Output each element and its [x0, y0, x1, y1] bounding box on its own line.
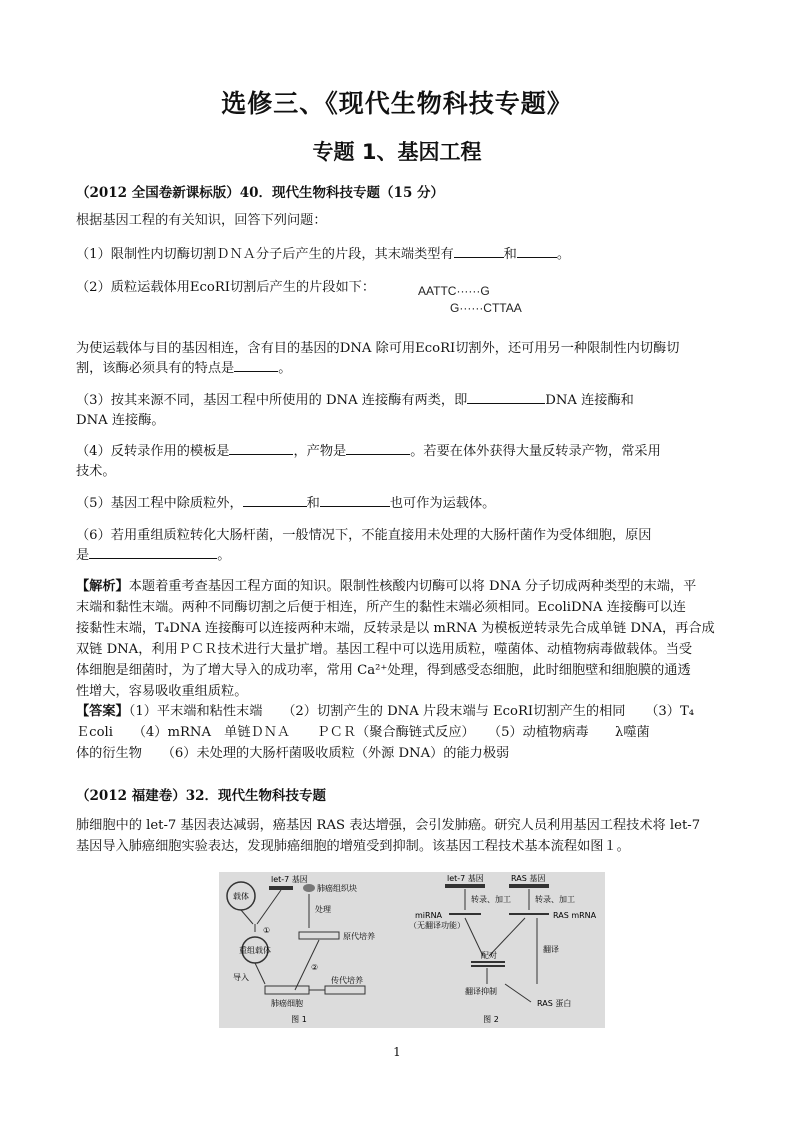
text: （4）反转录作用的模板是 [76, 444, 230, 459]
label-let7-gene-fig2: let-7 基因 [447, 874, 484, 883]
q2-line: 肺细胞中的 let-7 基因表达减弱，癌基因 RAS 表达增强，会引发肺癌。研究人员利用基因工程技术将 let-7 [76, 818, 701, 833]
q1-part2b-line2 [76, 358, 291, 379]
label-ras-protein: RAS 蛋白 [537, 999, 572, 1008]
let7-gene-bar [445, 884, 485, 888]
label-pairing: 配对 [481, 951, 497, 960]
text: 。 [278, 361, 292, 376]
answer-blank [517, 245, 557, 258]
text: 。 [556, 247, 571, 262]
label-carrier: 载体 [233, 892, 249, 901]
fragment-bottom-strand: G······CTTAA [450, 301, 522, 315]
answer-line: 体的衍生物 （6）未处理的大肠杆菌吸收质粒（外源 DNA）的能力极弱 [76, 746, 510, 761]
label-tissue-block: 肺癌组织块 [317, 884, 357, 893]
analysis-line: 性增大，容易吸收重组质粒。 [76, 684, 248, 699]
label-transcribe-2: 转录、加工 [535, 895, 575, 904]
answer-line: Ｅcoli （4）mRNA 单链ＤＮＡ ＰＣＲ（聚合酶链式反应） （5）动植物病毒 λ噬菌 [76, 725, 650, 740]
answer-blank [229, 442, 293, 455]
analysis-line [76, 576, 696, 597]
label-mirna: miRNA [415, 911, 443, 920]
text: 。 [217, 548, 231, 563]
q1-part4 [76, 441, 661, 462]
q1-intro: 根据基因工程的有关知识，回答下列问题： [76, 213, 327, 228]
q1-part5 [76, 493, 495, 514]
lung-cancer-cells-dish [265, 986, 309, 994]
answer-blank [243, 494, 307, 507]
figure-panel [219, 872, 605, 1028]
q1-part3-cont: DNA 连接酶。 [76, 413, 165, 428]
text: 也可作为运载体。 [389, 496, 496, 511]
text: ，产物是 [293, 444, 347, 459]
label-step1: ① [263, 926, 271, 935]
inhibition-line [505, 984, 531, 1002]
text: 是 [76, 548, 90, 563]
analysis-line: 接黏性末端，T₄DNA 连接酶可以连接两种末端，反转录是以 mRNA 为模板逆转录先合成单链 DNA，再合成 [76, 621, 715, 636]
q2-line: 基因导入肺癌细胞实验表达，发现肺癌细胞的增殖受到抑制。该基因工程技术基本流程如图１。 [76, 839, 630, 854]
label-primary-culture: 原代培养 [343, 932, 375, 941]
figure-diagram [219, 872, 605, 1028]
q1-part6-cont [76, 545, 230, 566]
let7-gene-segment [269, 886, 293, 890]
figure1-caption: 图 1 [291, 1015, 307, 1024]
arrow-line [255, 963, 265, 984]
passage-culture-dish [325, 986, 365, 994]
text: 和 [503, 247, 517, 262]
figure2-caption: 图 2 [483, 1015, 499, 1024]
label-process: 处理 [315, 905, 331, 914]
text: 割，该酶必须具有的特点是 [76, 361, 235, 376]
analysis-line: 末端和黏性末端。两种不同酶切割之后便于相连，所产生的黏性末端必须相同。EcoliDNA 连接酶可以连 [76, 600, 686, 615]
q1-part2b-line1: 为使运载体与目的基因相连，含有目的基因的DNA 除可用EcoRⅠ切割外，还可用另一种限制性内切酶切 [76, 341, 680, 356]
label-step2: ② [311, 963, 319, 972]
analysis-line: 双链 DNA，利用ＰＣＲ技术进行大量扩增。基因工程中可以选用质粒，噬菌体、动植物病毒做载体。当受 [76, 642, 693, 657]
dna-fragment-diagram [418, 284, 528, 320]
text: （3）按其来源不同，基因工程中所使用的 DNA 连接酶有两类，即 [76, 393, 468, 408]
label-mirna-note: （无翻译功能） [409, 921, 465, 930]
text: 。若要在体外获得大量反转录产物，常采用 [410, 444, 661, 459]
label-let7-gene-fig1: let-7 基因 [271, 875, 308, 884]
answer-blank [346, 442, 410, 455]
answer-line [76, 701, 694, 722]
label-passage-culture: 传代培养 [331, 976, 363, 985]
label-transcribe-1: 转录、加工 [471, 895, 511, 904]
page-title: 选修三、《现代生物科技专题》 [221, 89, 573, 118]
answer-blank [89, 546, 217, 559]
q1-part1 [76, 244, 570, 265]
q1-part4-cont: 技术。 [76, 464, 116, 479]
label-translation: 翻译 [543, 945, 559, 954]
label-lung-cancer-cells: 肺癌细胞 [271, 999, 303, 1008]
section-title: 专题 1、基因工程 [312, 140, 482, 164]
label-recombinant-carrier: 重组载体 [239, 946, 271, 955]
text: （1）平末端和粘性末端 （2）切割产生的 DNA 片段末端与 EcoRⅠ切割产生的相同 （3）T₄ [128, 704, 695, 719]
ras-gene-bar [509, 884, 549, 888]
arrow-line [241, 910, 253, 924]
text: 本题着重考查基因工程方面的知识。限制性核酸内切酶可以将 DNA 分子切成两种类型的末端，平 [128, 579, 697, 594]
q1-header: （2012 全国卷新课标版）40．现代生物科技专题（15 分） [76, 185, 445, 201]
q1-part2: （2）质粒运载体用EcoRⅠ切割后产生的片段如下： [76, 280, 376, 295]
text: 和 [306, 496, 320, 511]
text: （1）限制性内切酶切割ＤＮＡ分子后产生的片段，其末端类型有 [76, 247, 454, 262]
label-ras-gene: RAS 基因 [511, 874, 546, 883]
label-ras-mrna: RAS mRNA [553, 911, 597, 920]
q2-header: （2012 福建卷）32．现代生物科技专题 [76, 788, 327, 804]
answer-blank [454, 245, 504, 258]
analysis-line: 体细胞是细菌时，为了增大导入的成功率，常用 Ca²⁺处理，得到感受态细胞，此时细胞壁和细胞膜的通透 [76, 663, 691, 678]
fragment-top-strand: AATTC······G [418, 284, 490, 298]
page-number: 1 [393, 1045, 401, 1059]
text: DNA 连接酶和 [545, 393, 634, 408]
primary-culture-dish [299, 932, 339, 939]
answer-blank [467, 391, 545, 404]
label-import: 导入 [233, 973, 249, 982]
tissue-block-shape [303, 884, 315, 892]
answer-label: 【答案】 [76, 704, 129, 719]
label-translation-inhibition: 翻译抑制 [465, 987, 497, 996]
answer-blank [234, 359, 278, 372]
analysis-label: 【解析】 [76, 579, 129, 594]
answer-blank [320, 494, 390, 507]
text: （5）基因工程中除质粒外， [76, 496, 243, 511]
arrow-line [257, 890, 281, 924]
q1-part3 [76, 390, 634, 411]
q1-part6: （6）若用重组质粒转化大肠杆菌，一般情况下，不能直接用未处理的大肠杆菌作为受体细胞，原因 [76, 528, 652, 543]
